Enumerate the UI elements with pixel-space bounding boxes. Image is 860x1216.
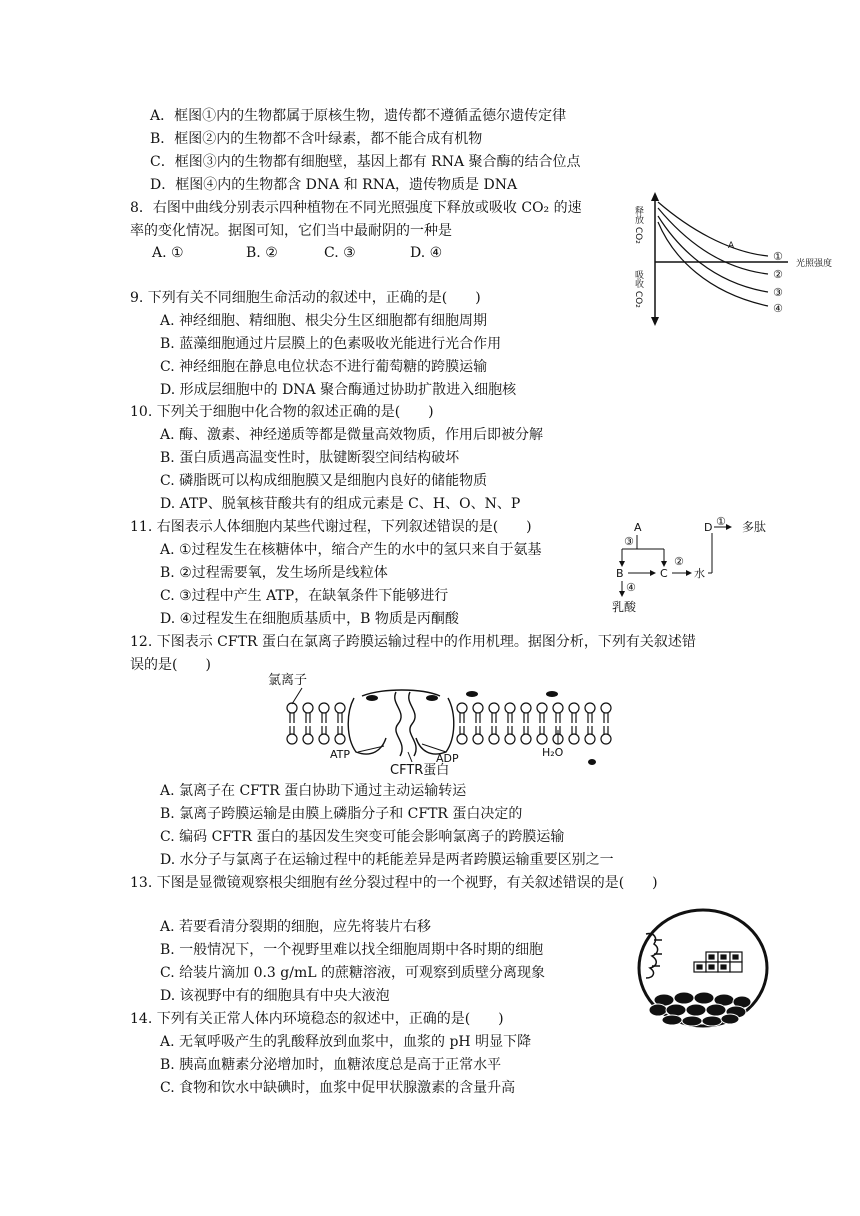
q7-option-b: B．框图②内的生物都不含叶绿素，都不能合成有机物 bbox=[150, 131, 483, 147]
curve-1-label: ① bbox=[773, 250, 783, 263]
adp-label: ADP bbox=[436, 752, 459, 765]
q10-stem: 10. 下列关于细胞中化合物的叙述正确的是( ) bbox=[130, 404, 434, 420]
q13-microscope-field-figure bbox=[634, 904, 774, 1034]
chloride-ion-4 bbox=[546, 691, 558, 697]
q13-option-a: A. 若要看清分裂期的细胞，应先将装片右移 bbox=[160, 919, 432, 935]
q11-metabolism-figure bbox=[608, 515, 788, 615]
q7-option-c: C．框图③内的生物都有细胞壁，基因上都有 RNA 聚合酶的结合位点 bbox=[150, 154, 581, 170]
node-b: B bbox=[616, 567, 624, 580]
q13-option-c: C. 给装片滴加 0.3 g/mL 的蔗糖溶液，可观察到质壁分离现象 bbox=[160, 965, 545, 981]
q11-option-d: D. ④过程发生在细胞质基质中，B 物质是丙酮酸 bbox=[160, 611, 459, 627]
curve-1 bbox=[658, 202, 768, 256]
q14-option-c: C. 食物和饮水中缺碘时，血浆中促甲状腺激素的含量升高 bbox=[160, 1080, 516, 1096]
node-lactic: 乳酸 bbox=[612, 600, 637, 614]
q13-stem: 13. 下图是显微镜观察根尖细胞有丝分裂过程中的一个视野，有关叙述错误的是( ) bbox=[130, 875, 658, 891]
q8-co2-light-figure bbox=[628, 188, 853, 328]
q9-option-d: D. 形成层细胞中的 DNA 聚合酶通过协助扩散进入细胞核 bbox=[160, 382, 517, 398]
chloride-pointer bbox=[292, 688, 302, 704]
q12-option-a: A. 氯离子在 CFTR 蛋白协助下通过主动运输转运 bbox=[160, 783, 467, 799]
q10-option-b: B. 蛋白质遇高温变性时，肽键断裂空间结构破坏 bbox=[160, 450, 460, 466]
y-axis-arrow-up bbox=[651, 192, 659, 201]
node-a: A bbox=[634, 521, 642, 534]
curve-4-label: ④ bbox=[773, 302, 783, 315]
node-d: D bbox=[704, 521, 713, 534]
q12-option-c: C. 编码 CFTR 蛋白的基因发生突变可能会影响氯离子的跨膜运输 bbox=[160, 829, 565, 845]
atp-label: ATP bbox=[330, 748, 351, 761]
chloride-ion-5 bbox=[588, 759, 596, 765]
cftr-pointer bbox=[408, 752, 412, 762]
curve-3-label: ③ bbox=[773, 286, 783, 299]
q10-option-d: D. ATP、脱氧核苷酸共有的组成元素是 C、H、O、N、P bbox=[160, 496, 521, 512]
q10-option-c: C. 磷脂既可以构成细胞膜又是细胞内良好的储能物质 bbox=[160, 473, 488, 489]
chloride-label: 氯离子 bbox=[268, 673, 308, 688]
q8-option-b: B. ② bbox=[246, 245, 278, 261]
q10-option-a: A. 酶、激素、神经递质等都是微量高效物质，作用后即被分解 bbox=[160, 427, 544, 443]
q9-stem: 9. 下列有关不同细胞生命活动的叙述中，正确的是( ) bbox=[130, 290, 481, 306]
q13-option-b: B. 一般情况下，一个视野里难以找全细胞周期中各时期的细胞 bbox=[160, 942, 544, 958]
q8-stem-line2: 率的变化情况。据图可知，它们当中最耐阴的一种是 bbox=[130, 223, 452, 239]
y-axis-arrow-down bbox=[651, 317, 659, 326]
label-4: ④ bbox=[626, 581, 636, 594]
q11-stem: 11. 右图表示人体细胞内某些代谢过程，下列叙述错误的是( ) bbox=[130, 519, 532, 535]
q11-option-b: B. ②过程需要氧，发生场所是线粒体 bbox=[160, 565, 388, 581]
y-top-label: 释放 CO₂ bbox=[633, 206, 643, 244]
label-1: ① bbox=[716, 515, 726, 528]
point-a-label: A bbox=[728, 241, 735, 251]
q11-option-c: C. ③过程中产生 ATP，在缺氧条件下能够进行 bbox=[160, 588, 449, 604]
q7-option-a: A．框图①内的生物都属于原核生物，遗传都不遵循孟德尔遗传定律 bbox=[150, 108, 567, 124]
q12-option-b: B. 氯离子跨膜运输是由膜上磷脂分子和 CFTR 蛋白决定的 bbox=[160, 806, 523, 822]
q14-option-b: B. 胰高血糖素分泌增加时，血糖浓度总是高于正常水平 bbox=[160, 1057, 502, 1073]
y-bottom-label: 吸收 CO₂ bbox=[633, 270, 643, 308]
b-to-lactic-arrow bbox=[619, 591, 625, 597]
q14-stem: 14. 下列有关正常人体内环境稳态的叙述中，正确的是( ) bbox=[130, 1011, 504, 1027]
q12-option-d: D. 水分子与氯离子在运输过程中的耗能差异是两者跨膜运输重要区别之一 bbox=[160, 852, 614, 868]
phospholipid-bilayer bbox=[287, 703, 611, 744]
d-to-peptide-arrow bbox=[726, 524, 732, 530]
node-c: C bbox=[660, 567, 668, 580]
q8-option-a: A. ① bbox=[152, 245, 184, 261]
curve-2-label: ② bbox=[773, 268, 783, 281]
q14-option-a: A. 无氧呼吸产生的乳酸释放到血浆中，血浆的 pH 明显下降 bbox=[160, 1034, 532, 1050]
x-axis-label: 光照强度 bbox=[796, 259, 833, 269]
q11-option-a: A. ①过程发生在核糖体中，缩合产生的水中的氢只来自于氨基 bbox=[160, 542, 542, 558]
q8-option-d: D. ④ bbox=[410, 245, 443, 261]
chloride-ion-2 bbox=[426, 695, 438, 701]
label-3: ③ bbox=[624, 535, 634, 548]
q9-option-c: C. 神经细胞在静息电位状态不进行葡萄糖的跨膜运输 bbox=[160, 359, 488, 375]
curve-4 bbox=[658, 222, 768, 306]
label-2: ② bbox=[674, 555, 684, 568]
q9-option-b: B. 蓝藻细胞通过片层膜上的色素吸收光能进行光合作用 bbox=[160, 336, 502, 352]
node-peptide: 多肽 bbox=[742, 520, 767, 534]
c-to-water-arrow bbox=[686, 570, 692, 576]
q8-stem-line1: 8．右图中曲线分别表示四种植物在不同光照强度下释放或吸收 CO₂ 的速 bbox=[130, 200, 582, 216]
q12-stem-line1: 12. 下图表示 CFTR 蛋白在氯离子跨膜运输过程中的作用机理。据图分析，下列有关叙述错 bbox=[130, 634, 696, 650]
q8-option-c: C. ③ bbox=[324, 245, 356, 261]
water-label: H₂O bbox=[542, 746, 564, 759]
q13-option-d: D. 该视野中有的细胞具有中央大液泡 bbox=[160, 988, 390, 1004]
q12-cftr-membrane-figure bbox=[262, 668, 622, 778]
cftr-label: CFTR蛋白 bbox=[390, 763, 450, 778]
chloride-ion-3 bbox=[466, 691, 478, 697]
curve-3 bbox=[658, 216, 768, 292]
chloride-ion-1 bbox=[366, 695, 378, 701]
q12-stem-line2: 误的是( ) bbox=[130, 657, 211, 673]
q9-option-a: A. 神经细胞、精细胞、根尖分生区细胞都有细胞周期 bbox=[160, 313, 488, 329]
cftr-protein bbox=[348, 690, 454, 756]
curve-2 bbox=[658, 208, 768, 274]
node-water: 水 bbox=[694, 567, 705, 580]
b-to-c-arrow bbox=[650, 570, 656, 576]
q7-option-d: D．框图④内的生物都含 DNA 和 RNA，遗传物质是 DNA bbox=[150, 177, 518, 193]
